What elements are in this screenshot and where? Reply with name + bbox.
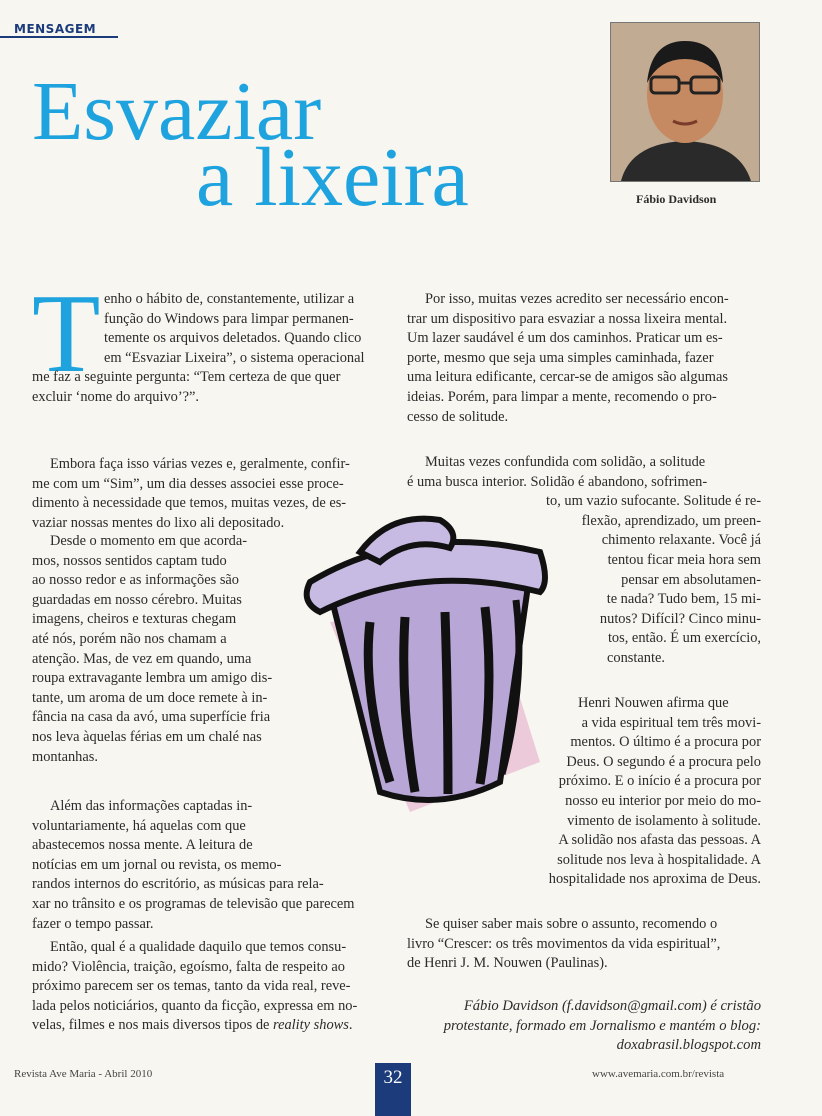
section-underline xyxy=(0,36,118,38)
col1-p4: Além das informações captadas in- voluntariamente, há aquelas com que abastecemos nossa mente. A leitura de notícias em um jornal ou revista, os memo- randos internos do escritório, as músicas para rela- xar no trânsito e os programas de televisão que parecem fazer o tempo passar. xyxy=(32,798,355,932)
col1-p3: Desde o momento em que acorda- mos, nossos sentidos captam tudo ao nosso redor e as informações são guardadas em nosso cérebro. Muitas imagens, cheiros e texturas chegam até nós, porém não nos chamam a atenção. Mas, de vez em quando, uma roupa extravagante lembra um amigo dis- tante, um aroma de um doce remete à in- fância na casa da avó, uma superfície fria nos leva àquelas férias em um chalé nas montanhas. xyxy=(32,533,273,765)
footer-publication: Revista Ave Maria - Abril 2010 xyxy=(14,1068,153,1080)
col2-p1: Por isso, muitas vezes acredito ser necessário encon- trar um dispositivo para esvaziar a nossa lixeira mental. Um lazer saudável é um dos caminhos. Praticar um es- porte, mesmo que seja uma simples caminhada, fazer uma leitura edificante, cercar-se de amigos são algumas ideias. Porém, para limpar a mente, recomendo o pro- cesso de solitude. xyxy=(407,291,729,425)
author-photo xyxy=(610,22,760,182)
col1-p5: Então, qual é a qualidade daquilo que temos consu- mido? Violência, traição, egoísmo, falta de respeito ao próximo parecem ser os temas, tanto da vida real, reve- lada pelos noticiários, quanto da ficção, expressa em no- velas, filmes e nos mais diversos tipos de reality shows. xyxy=(32,939,358,1034)
col1-p1-b: me faz a seguinte pergunta: “Tem certeza de que quer excluir ‘nome do arquivo’?”. xyxy=(32,369,341,405)
page-number: 32 xyxy=(375,1063,411,1116)
drop-cap: T xyxy=(32,272,101,396)
col1-p2: Embora faça isso várias vezes e, geralmente, confir- me com um “Sim”, um dia desses associei esse proce- dimento à necessidade que temos, muitas vezes, de es- vaziar nossas mentes do lixo ali depositado. xyxy=(32,456,350,531)
col2-p4: Se quiser saber mais sobre o assunto, recomendo o livro “Crescer: os três movimentos da vida espiritual”, de Henri J. M. Nouwen (Paulinas). xyxy=(407,916,721,972)
col2-p3: Henri Nouwen afirma que a vida espiritual tem três movi- mentos. O último é a procura por Deus. O segundo é a procura pelo próximo. E o início é a procura por nosso eu interior por meio do mo- vimento de isolamento à solitude. A solidão nos afasta das pessoas. A solitude nos leva à hospitalidade. A hospitalidade nos aproxima de Deus. xyxy=(548,695,761,888)
col1-p1-a: enho o hábito de, constantemente, utilizar a função do Windows para limpar permanen- temente os arquivos deletados. Quando clico em “Esvaziar Lixeira”, o sistema operacional xyxy=(104,291,365,366)
title-line-2: a lixeira xyxy=(196,131,469,224)
author-caption: Fábio Davidson xyxy=(636,192,717,206)
section-label: MENSAGEM xyxy=(14,22,97,36)
trash-can-illustration xyxy=(290,512,560,820)
title-line-1: Esvaziar xyxy=(32,65,322,158)
footer-website[interactable]: www.avemaria.com.br/revista xyxy=(592,1068,725,1080)
author-bio: Fábio Davidson (f.davidson@gmail.com) é cristão protestante, formado em Jornalismo e mantém o blog: doxabrasil.blogspot.com xyxy=(443,998,761,1054)
col2-p2: Muitas vezes confundida com solidão, a solitude é uma busca interior. Solidão é abandono, sofrimen- to, um vazio sufocante. Solitude é re- flexão, aprendizado, um preen- chimento relaxante. Você já tentou ficar meia hora sem pensar em absolutamen- te nada? Tudo bem, 15 mi- nutos? Difícil? Cinco minu- tos, então. É um exercício, constante. xyxy=(407,454,761,666)
